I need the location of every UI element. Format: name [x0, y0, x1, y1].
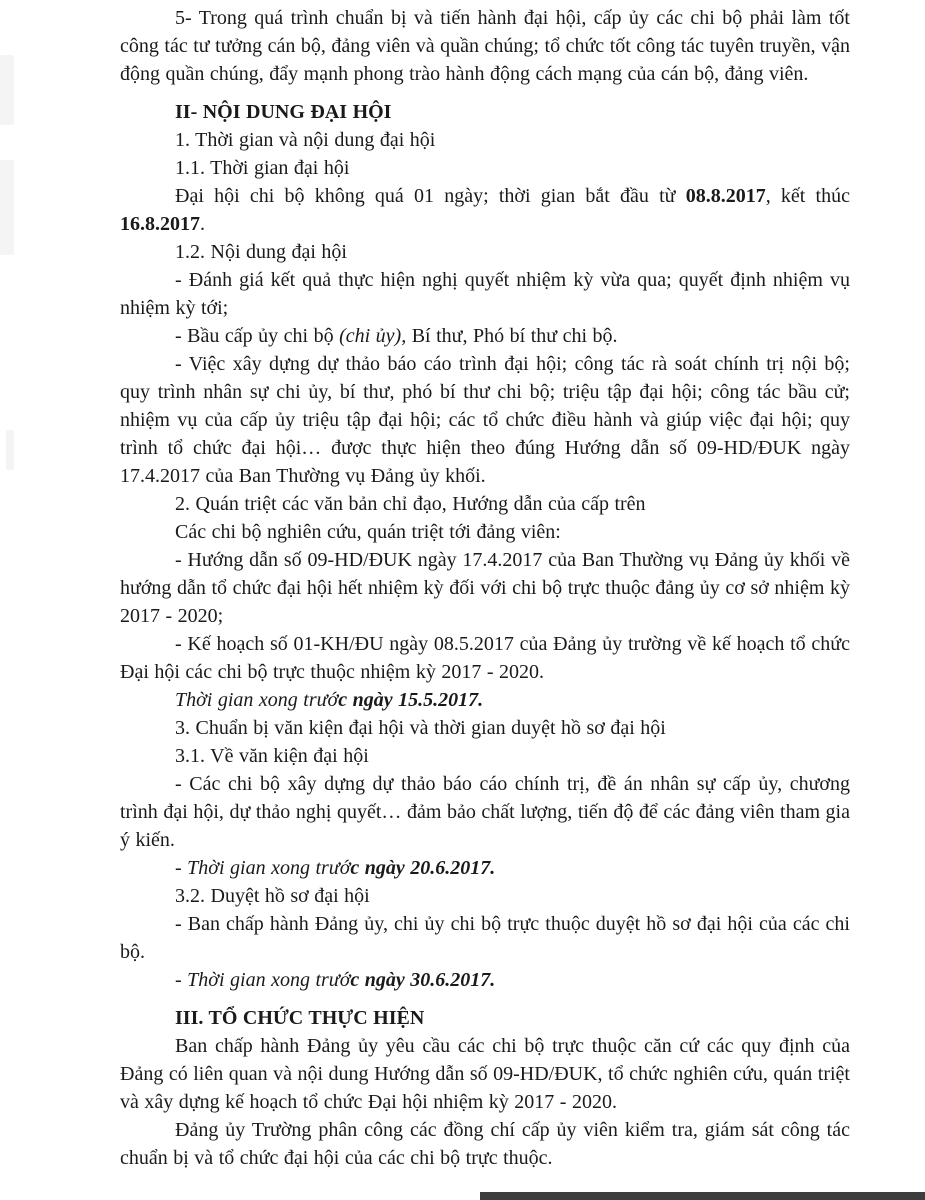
paragraph [120, 4, 850, 88]
text-run: - Bầu cấp ủy chi bộ [175, 325, 340, 347]
text-run: 1.1. Thời gian đại hội [175, 157, 350, 179]
text-run: - Đánh giá kết quả thực hiện nghị quyết nhiệm kỳ vừa qua; quyết định nhiệm vụ nhiệm kỳ tới; [120, 269, 850, 319]
paragraph [120, 770, 850, 854]
paragraph [120, 966, 850, 994]
text-run: Các chi bộ nghiên cứu, quán triệt tới đảng viên: [175, 521, 561, 543]
text-run: Bí thư, Phó bí thư chi bộ. [406, 325, 618, 347]
text-run: - Các chi bộ xây dựng dự thảo báo cáo chính trị, đề án nhân sự cấp ủy, chương trình đại hội, dự thảo nghị quyết… đảm bảo chất lượng, tiến độ để các đảng viên tham gia ý kiến. [120, 773, 850, 851]
text-run: - Kế hoạch số 01-KH/ĐU ngày 08.5.2017 của Đảng ủy trường về kế hoạch tổ chức Đại hội các chi bộ trực thuộc nhiệm kỳ 2017 - 2020. [120, 633, 850, 683]
text-run: - [175, 969, 188, 991]
text-run: 2. Quán triệt các văn bản chỉ đạo, Hướng dẫn của cấp trên [175, 493, 646, 515]
text-run: 5- Trong quá trình chuẩn bị và tiến hành đại hội, cấp ủy các chi bộ phải làm tốt công tác tư tưởng cán bộ, đảng viên và quần chúng; tổ chức tốt công tác tuyên truyền, vận động quần chúng, đẩy mạnh phong trào hành động cách mạng của cán bộ, đảng viên. [120, 7, 850, 85]
text-run: 16.8.2017 [120, 213, 200, 235]
text-run: Thời gian xong trướ [187, 969, 351, 991]
text-run: Đại hội chi bộ không quá 01 ngày; thời gian bắt đầu từ [175, 185, 686, 207]
text-run: Ban chấp hành Đảng ủy yêu cầu các chi bộ trực thuộc căn cứ các quy định của Đảng có liên quan và nội dung Hướng dẫn số 09-HD/ĐUK, tổ chức nghiên cứu, quán triệt và xây dựng kế hoạch tổ chức Đại hội nhiệm kỳ 2017 - 2020. [120, 1035, 850, 1113]
scan-smudge [0, 55, 14, 125]
paragraph [120, 910, 850, 966]
text-run: c ngày 15.5.2017. [338, 689, 484, 711]
text-run: (chi ủy), [339, 325, 407, 347]
scan-smudge [0, 160, 14, 255]
paragraph [120, 518, 850, 546]
text-run: - Ban chấp hành Đảng ủy, chi ủy chi bộ trực thuộc duyệt hồ sơ đại hội của các chi bộ. [120, 913, 850, 963]
paragraph [120, 854, 850, 882]
paragraph [120, 1116, 850, 1172]
text-run: 3. Chuẩn bị văn kiện đại hội và thời gian duyệt hồ sơ đại hội [175, 717, 666, 739]
text-run: 1. Thời gian và nội dung đại hội [175, 129, 436, 151]
text-run: 3.1. Về văn kiện đại hội [175, 745, 369, 767]
paragraph [120, 630, 850, 686]
paragraph [120, 742, 850, 770]
text-run: 08.8.2017 [685, 185, 766, 207]
paragraph [120, 266, 850, 322]
scan-smudge [6, 430, 14, 470]
text-run: 1.2. Nội dung đại hội [175, 241, 347, 263]
text-run: - Hướng dẫn số 09-HD/ĐUK ngày 17.4.2017 của Ban Thường vụ Đảng ủy khối về hướng dẫn tổ chức đại hội hết nhiệm kỳ đối với chi bộ trực thuộc đảng ủy cơ sở nhiệm kỳ 2017 - 2020; [120, 549, 850, 627]
text-run: , kết thúc [765, 185, 850, 207]
document-content [120, 4, 850, 1172]
text-run: c ngày 20.6.2017. [350, 857, 496, 879]
text-run: c ngày 30.6.2017. [350, 969, 496, 991]
text-run: - Việc xây dựng dự thảo báo cáo trình đại hội; công tác rà soát chính trị nội bộ; quy trình nhân sự chi ủy, bí thư, phó bí thư chi bộ; triệu tập đại hội; công tác bầu cử; nhiệm vụ của cấp ủy triệu tập đại hội; các tổ chức điều hành và giúp việc đại hội; quy trình tổ chức đại hội… được thực hiện theo đúng Hướng dẫn số 09-HD/ĐUK ngày 17.4.2017 của Ban Thường vụ Đảng ủy khối. [120, 353, 850, 487]
paragraph [120, 546, 850, 630]
paragraph [120, 182, 850, 238]
paragraph [120, 882, 850, 910]
text-run: - [175, 857, 188, 879]
text-run: III. TỔ CHỨC THỰC HIỆN [175, 1007, 425, 1029]
text-run: Thời gian xong trướ [187, 857, 351, 879]
section-heading [120, 98, 850, 126]
paragraph [120, 154, 850, 182]
paragraph [120, 686, 850, 714]
paragraph [120, 238, 850, 266]
text-run: . [200, 213, 205, 235]
section-heading [120, 1004, 850, 1032]
paragraph [120, 490, 850, 518]
scan-artifact-bar [480, 1192, 925, 1200]
text-run: Đảng ủy Trường phân công các đồng chí cấp ủy viên kiểm tra, giám sát công tác chuẩn bị và tổ chức đại hội của các chi bộ trực thuộc. [120, 1119, 850, 1169]
text-run: 3.2. Duyệt hồ sơ đại hội [175, 885, 370, 907]
paragraph [120, 322, 850, 350]
paragraph [120, 714, 850, 742]
text-run: Thời gian xong trướ [175, 689, 339, 711]
paragraph [120, 126, 850, 154]
text-run: II- NỘI DUNG ĐẠI HỘI [175, 101, 392, 123]
paragraph [120, 1032, 850, 1116]
paragraph [120, 350, 850, 490]
